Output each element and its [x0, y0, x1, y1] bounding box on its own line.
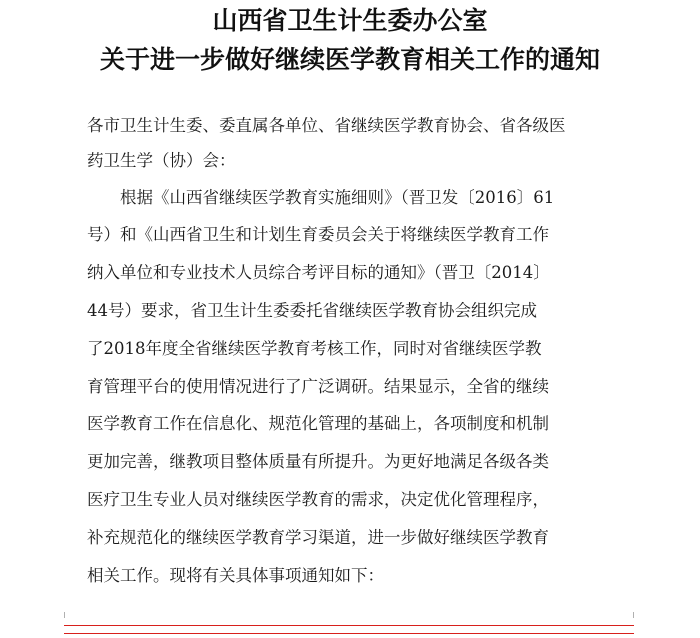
salutation-line-1: 各市卫生计生委、委直属各单位、省继续医学教育协会、省各级医 [87, 116, 566, 135]
body-line-7: 医学教育工作在信息化、规范化管理的基础上，各项制度和机制 [87, 414, 549, 433]
page-corner-mark-right [633, 612, 634, 618]
body-line-10: 补充规范化的继续医学教育学习渠道，进一步做好继续医学教育 [87, 528, 549, 547]
document-title-line-2: 关于进一步做好继续医学教育相关工作的通知 [99, 45, 600, 74]
red-separator-line-top [64, 625, 634, 626]
body-line-2: 号）和《山西省卫生和计划生育委员会关于将继续医学教育工作 [87, 225, 549, 244]
body-line-8: 更加完善，继教项目整体质量有所提升。为更好地满足各级各类 [87, 452, 549, 471]
body-line-9: 医疗卫生专业人员对继续医学教育的需求，决定优化管理程序， [87, 490, 549, 509]
body-line-1: 根据《山西省继续医学教育实施细则》（晋卫发〔2016〕61 [120, 188, 555, 207]
body-line-6: 育管理平台的使用情况进行了广泛调研。结果显示，全省的继续 [87, 377, 549, 396]
red-separator-line-bottom [64, 633, 634, 634]
document-title-line-1: 山西省卫生计生委办公室 [212, 6, 488, 35]
body-line-11: 相关工作。现将有关具体事项通知如下： [87, 566, 384, 585]
body-line-3: 纳入单位和专业技术人员综合考评目标的通知》（晋卫〔2014〕 [87, 263, 550, 282]
page-corner-mark-left [64, 612, 65, 618]
salutation-line-2: 药卫生学（协）会： [87, 151, 236, 170]
body-line-5: 了2018年度全省继续医学教育考核工作，同时对省继续医学教 [87, 339, 542, 358]
body-line-4: 44号）要求，省卫生计生委委托省继续医学教育协会组织完成 [87, 301, 537, 320]
